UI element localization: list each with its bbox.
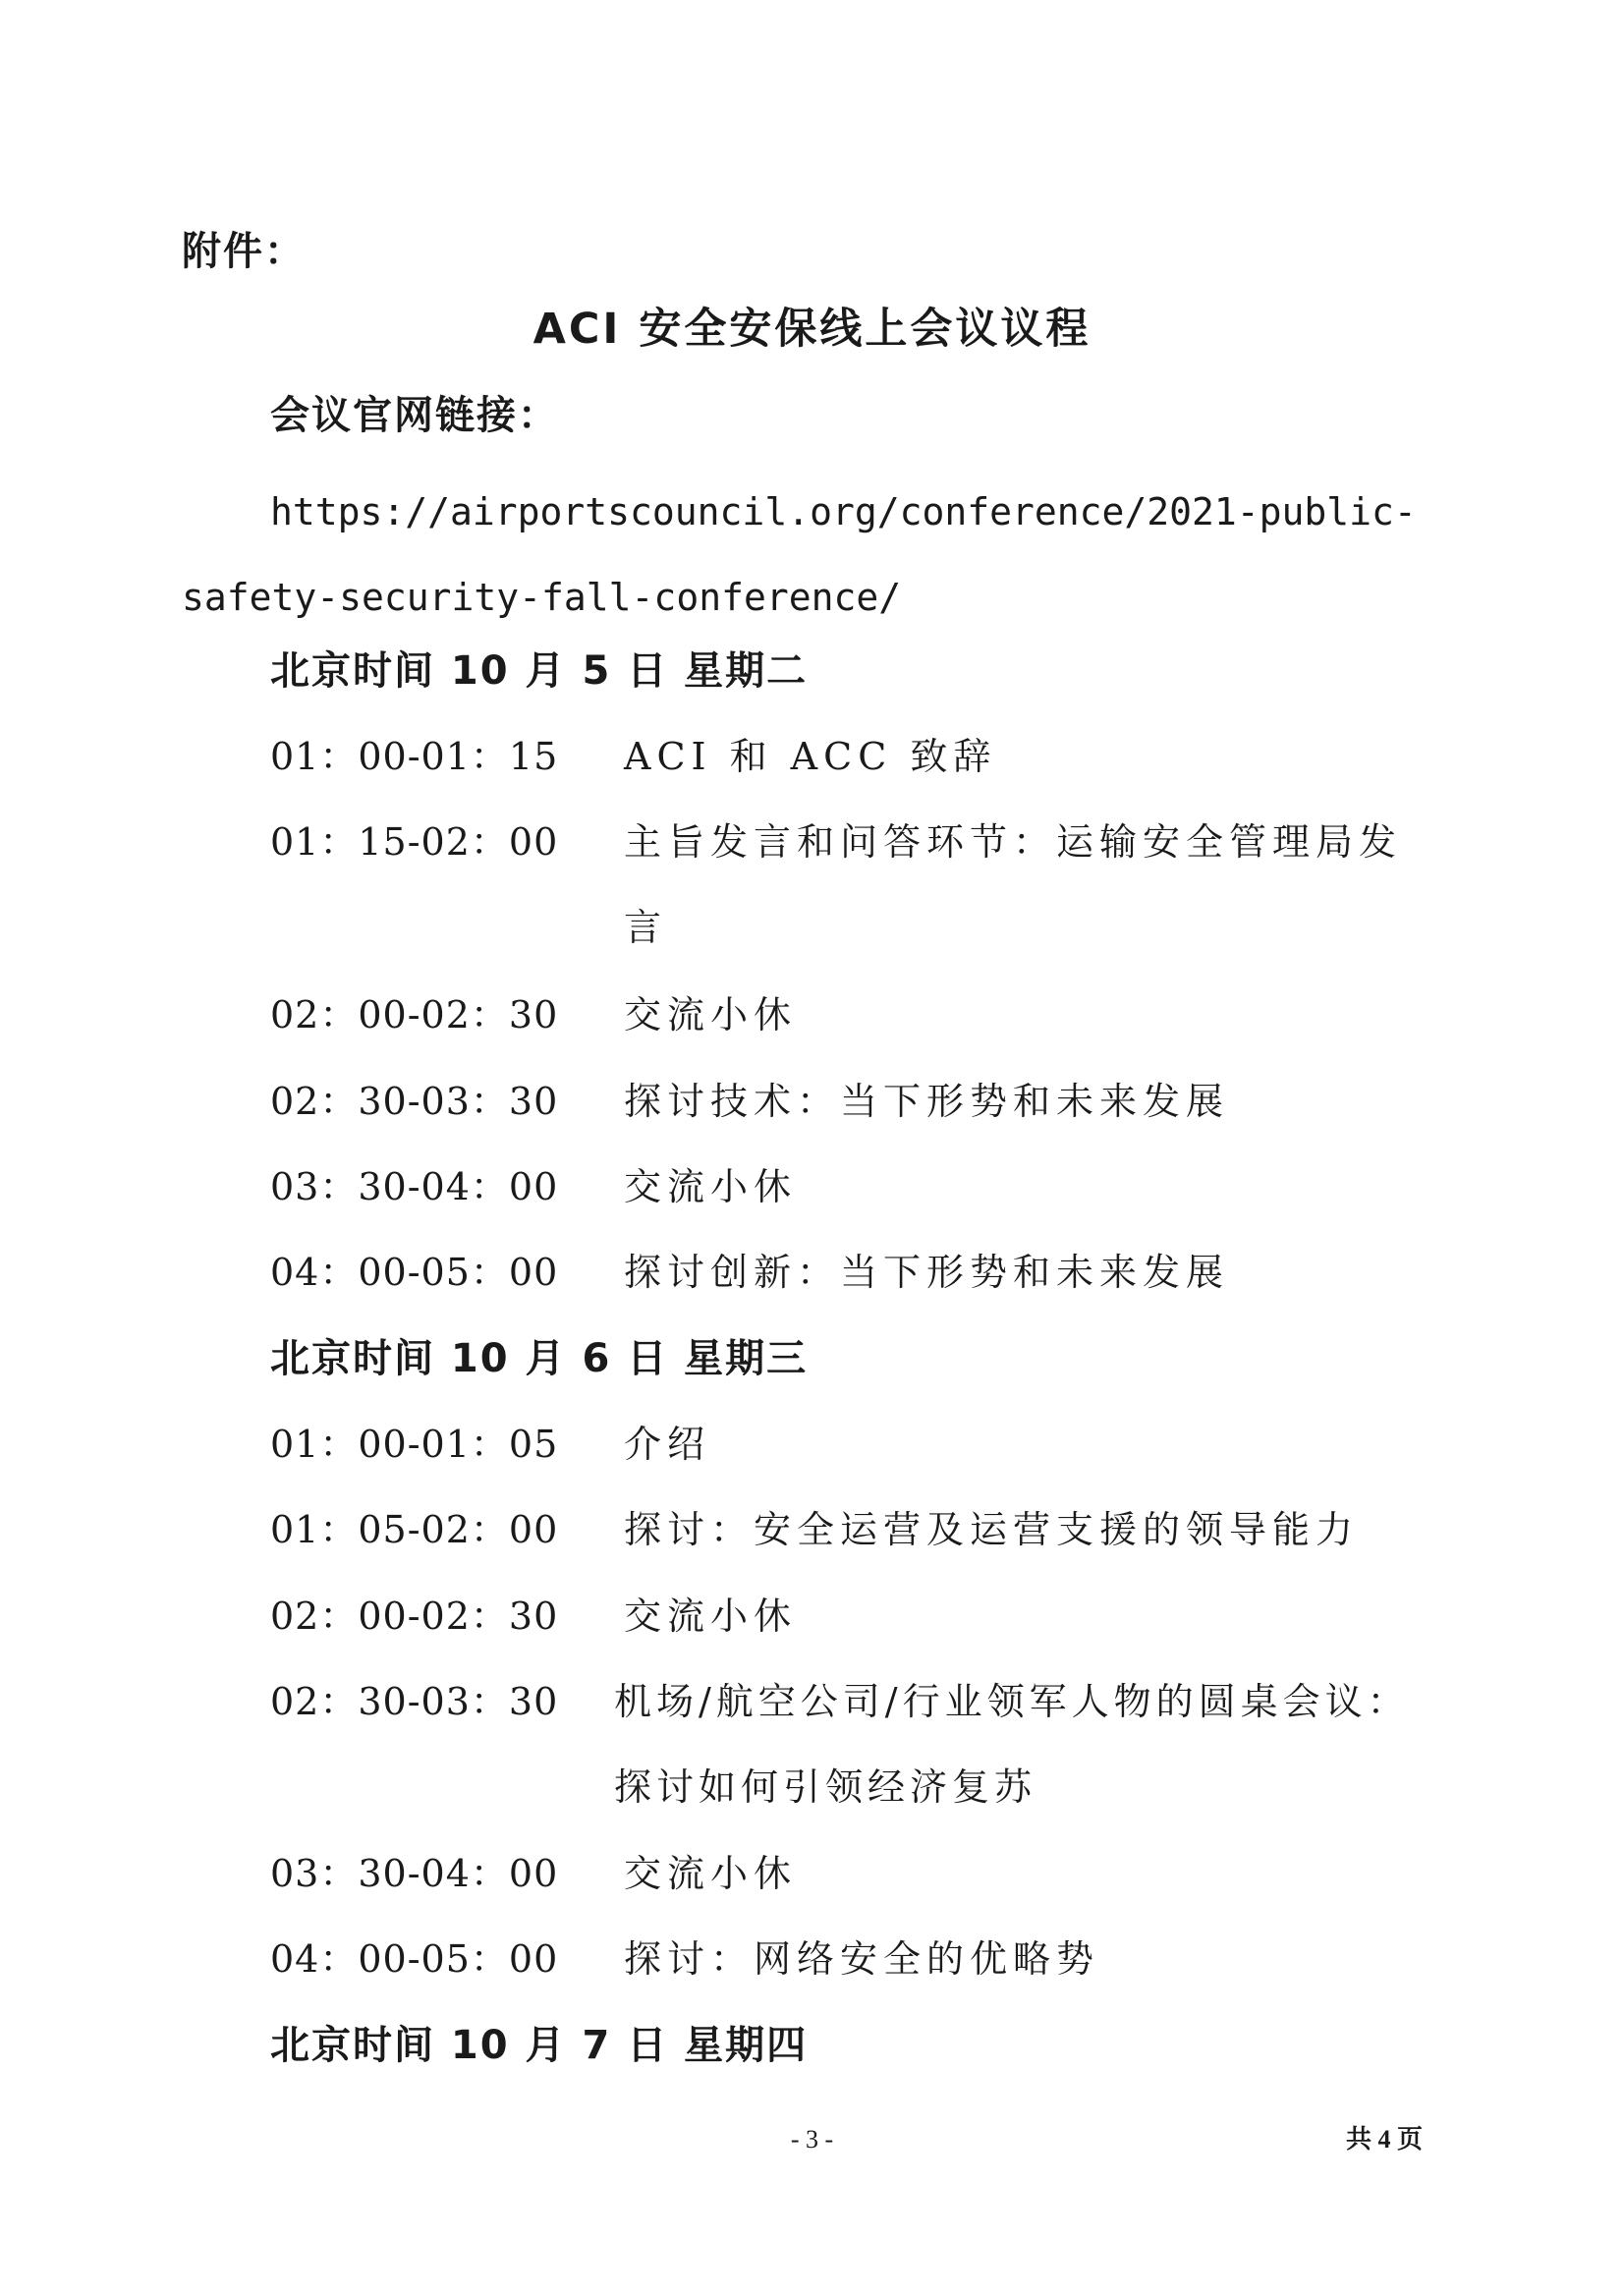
- session-time: 03：30-04：00: [270, 1165, 559, 1208]
- day-heading-oct7: 北京时间 10 月 7 日 星期四: [270, 2023, 809, 2068]
- page-number: - 3 -: [790, 2125, 834, 2154]
- session-description: 探讨创新：当下形势和未来发展: [624, 1251, 1230, 1294]
- conference-url[interactable]: https://airportscouncil.org/conference/2021-public-safety-security-fall-conference/: [182, 490, 1417, 619]
- session-time: 02：30-03：30: [270, 1080, 559, 1123]
- session-time: 01：00-01：05: [270, 1423, 559, 1466]
- day-heading-oct5: 北京时间 10 月 5 日 星期二: [270, 648, 809, 694]
- session-time: 04：00-05：00: [270, 1937, 559, 1981]
- session-time: 03：30-04：00: [270, 1852, 559, 1895]
- session-description: 交流小休: [624, 1595, 798, 1638]
- session-time: 01：15-02：00: [270, 820, 559, 864]
- session-time: 02：30-03：30: [270, 1680, 559, 1723]
- day-heading-oct6: 北京时间 10 月 6 日 星期三: [270, 1336, 809, 1381]
- session-time: 02：00-02：30: [270, 1595, 559, 1638]
- session-time: 04：00-05：00: [270, 1251, 559, 1294]
- total-pages: 共 4 页: [1346, 2125, 1424, 2154]
- session-time: 01：05-02：00: [270, 1508, 559, 1551]
- session-time: 02：00-02：30: [270, 993, 559, 1036]
- website-link-label: 会议官网链接：: [270, 393, 559, 438]
- session-description: 交流小休: [624, 1852, 798, 1895]
- session-time: 01：00-01：15: [270, 735, 559, 778]
- session-description: 探讨：网络安全的优略势: [624, 1937, 1100, 1981]
- session-description: 介绍: [624, 1423, 711, 1466]
- attachment-label: 附件：: [182, 229, 306, 274]
- session-description: 主旨发言和问答环节：运输安全管理局发言: [624, 820, 1403, 949]
- document-title: ACI 安全安保线上会议议程: [532, 305, 1092, 354]
- session-description: 交流小休: [624, 993, 798, 1036]
- session-description: 机场/航空公司/行业领军人物的圆桌会议：探讨如何引领经济复苏: [614, 1680, 1410, 1809]
- session-description: ACI 和 ACC 致辞: [624, 735, 997, 778]
- session-description: 探讨技术：当下形势和未来发展: [624, 1080, 1230, 1123]
- session-description: 交流小休: [624, 1165, 798, 1208]
- session-description: 探讨：安全运营及运营支援的领导能力: [624, 1508, 1360, 1551]
